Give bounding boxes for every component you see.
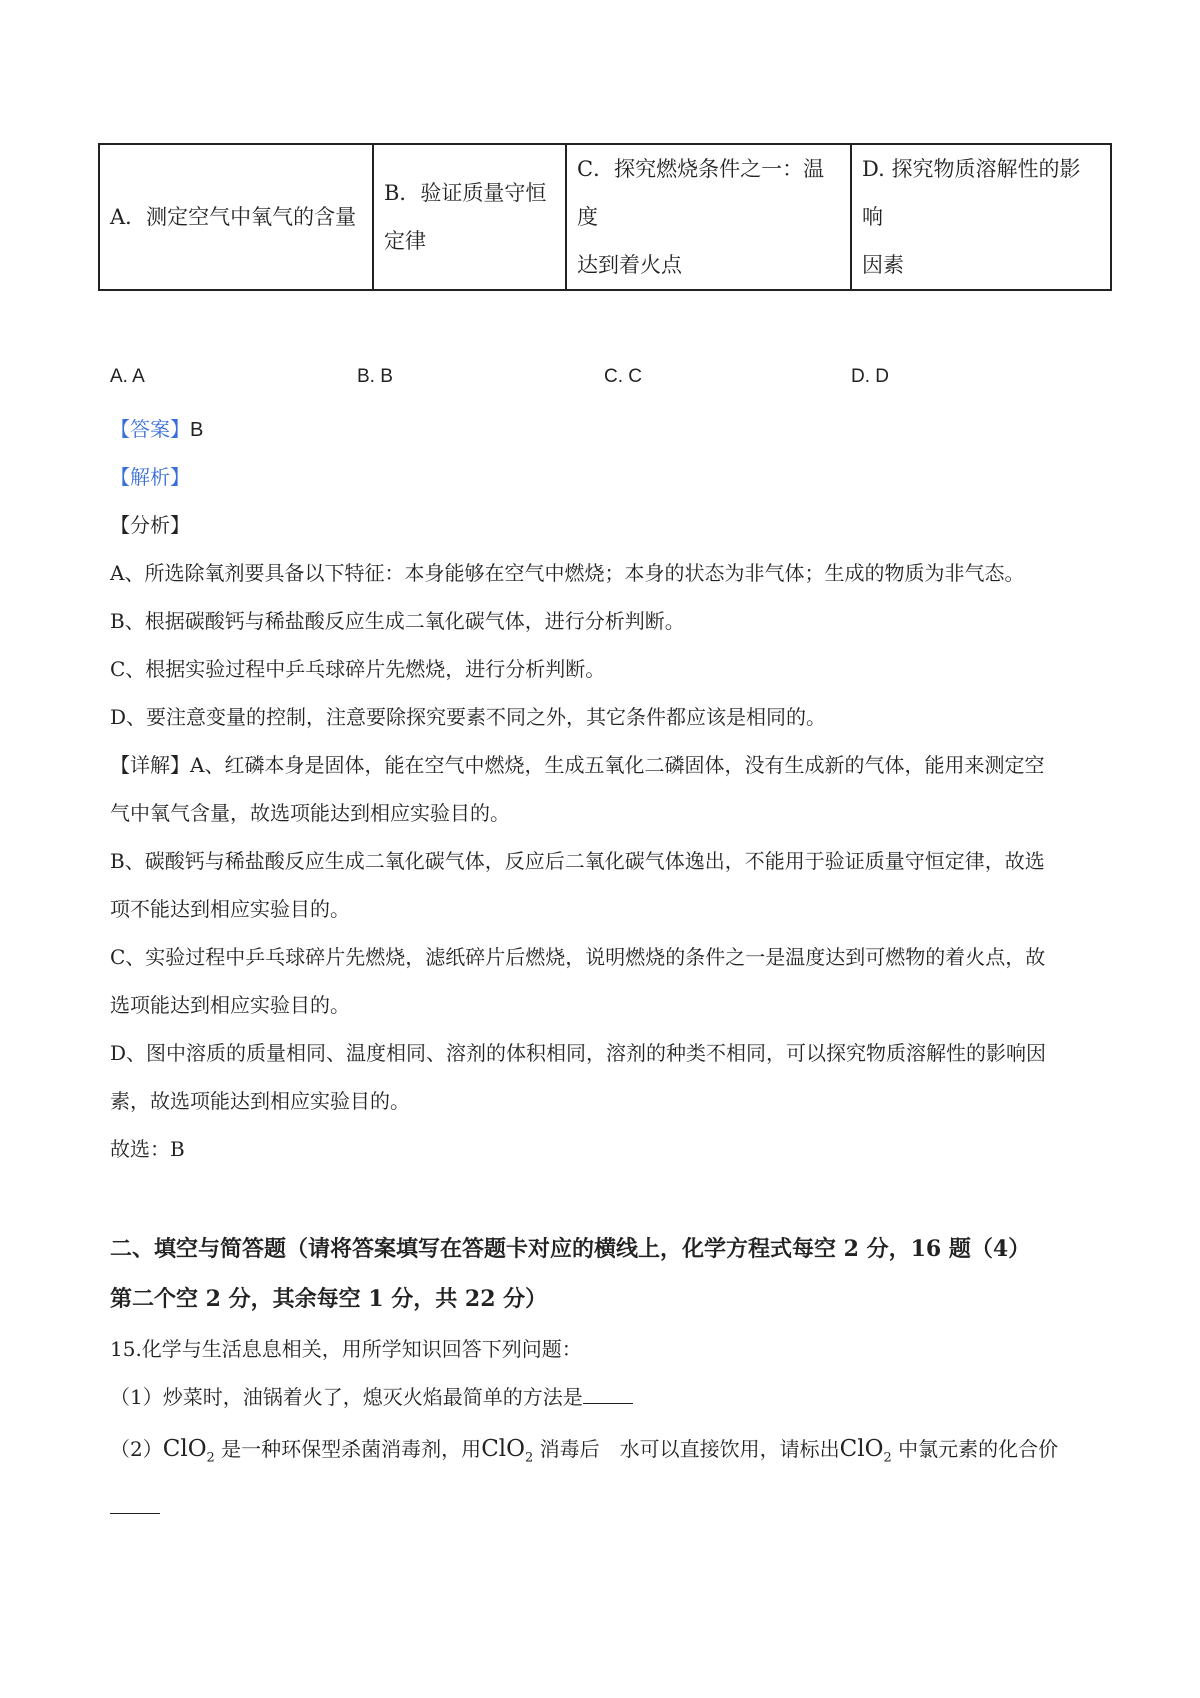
detail-conclusion: 故选：B bbox=[110, 1137, 185, 1161]
q15-part1: （1）炒菜时，油锅着火了，熄灭火焰最简单的方法是 bbox=[110, 1382, 633, 1412]
choice-a: A. A bbox=[110, 366, 145, 387]
detail-tag: 【详解】 bbox=[110, 753, 190, 777]
section2-heading-line1: 二、填空与简答题（请将答案填写在答题卡对应的横线上，化学方程式每空 2 分，16 题（4） bbox=[110, 1236, 1031, 1262]
detail-line-3: B、碳酸钙与稀盐酸反应生成二氧化碳气体，反应后二氧化碳气体逸出，不能用于验证质量守恒定律，故选 bbox=[110, 849, 1045, 873]
q15-part2-blank-line bbox=[110, 1492, 160, 1522]
clo2-formula-2: ClO$_2$ bbox=[481, 1436, 534, 1466]
answer-tag: 【答案】 bbox=[110, 417, 190, 441]
choice-b: B. B bbox=[357, 366, 393, 387]
choice-c: C. C bbox=[604, 366, 642, 387]
clo2-formula-1: ClO$_2$ bbox=[162, 1436, 215, 1466]
section2-heading-line2: 第二个空 2 分，其余每空 1 分，共 22 分） bbox=[110, 1286, 548, 1312]
detail-line-2: 气中氧气含量，故选项能达到相应实验目的。 bbox=[110, 801, 510, 825]
analysis-tag: 【解析】 bbox=[110, 465, 190, 489]
detail-line-4: 项不能达到相应实验目的。 bbox=[110, 897, 350, 921]
fenxi-line-b: B、根据碳酸钙与稀盐酸反应生成二氧化碳气体，进行分析判断。 bbox=[110, 609, 685, 633]
option-c-cell: C．探究燃烧条件之一：温度 达到着火点 bbox=[566, 144, 851, 290]
detail-line-6: 选项能达到相应实验目的。 bbox=[110, 993, 350, 1017]
q15-part2: （2）ClO$_2$ 是一种环保型杀菌消毒剂，用ClO$_2$ 消毒后 水可以直接饮用，请标出ClO$_2$ 中氯元素的化合价 bbox=[110, 1436, 1059, 1466]
answer-line bbox=[110, 414, 203, 445]
fenxi-tag: 【分析】 bbox=[110, 513, 190, 537]
q15-stem: 15.化学与生活息息相关，用所学知识回答下列问题： bbox=[110, 1337, 582, 1361]
fenxi-line-d: D、要注意变量的控制，注意要除探究要素不同之外，其它条件都应该是相同的。 bbox=[110, 705, 827, 729]
option-b-cell: B．验证质量守恒 定律 bbox=[373, 144, 566, 290]
detail-line-1: 【详解】A、红磷本身是固体，能在空气中燃烧，生成五氧化二磷固体，没有生成新的气体，能用来测定空 bbox=[110, 753, 1045, 777]
answer-value: B bbox=[190, 419, 204, 441]
options-table bbox=[98, 143, 1112, 291]
answer-choices bbox=[110, 366, 1110, 396]
choice-d: D. D bbox=[851, 366, 889, 387]
answer-blank-1[interactable] bbox=[583, 1383, 633, 1404]
detail-line-5: C、实验过程中乒乓球碎片先燃烧，滤纸碎片后燃烧，说明燃烧的条件之一是温度达到可燃物的着火点，故 bbox=[110, 945, 1046, 969]
detail-line-7: D、图中溶质的质量相同、温度相同、溶剂的体积相同，溶剂的种类不相同，可以探究物质溶解性的影响因 bbox=[110, 1041, 1047, 1065]
option-d-cell: D. 探究物质溶解性的影响 因素 bbox=[851, 144, 1111, 290]
fenxi-line-a: A、所选除氧剂要具备以下特征：本身能够在空气中燃烧；本身的状态为非气体；生成的物质为非气态。 bbox=[110, 561, 1025, 585]
fenxi-line-c: C、根据实验过程中乒乓球碎片先燃烧，进行分析判断。 bbox=[110, 657, 606, 681]
answer-blank-2[interactable] bbox=[110, 1493, 160, 1514]
detail-line-8: 素，故选项能达到相应实验目的。 bbox=[110, 1089, 410, 1113]
clo2-formula-3: ClO$_2$ bbox=[839, 1436, 892, 1466]
option-a-cell: A．测定空气中氧气的含量 bbox=[99, 144, 373, 290]
